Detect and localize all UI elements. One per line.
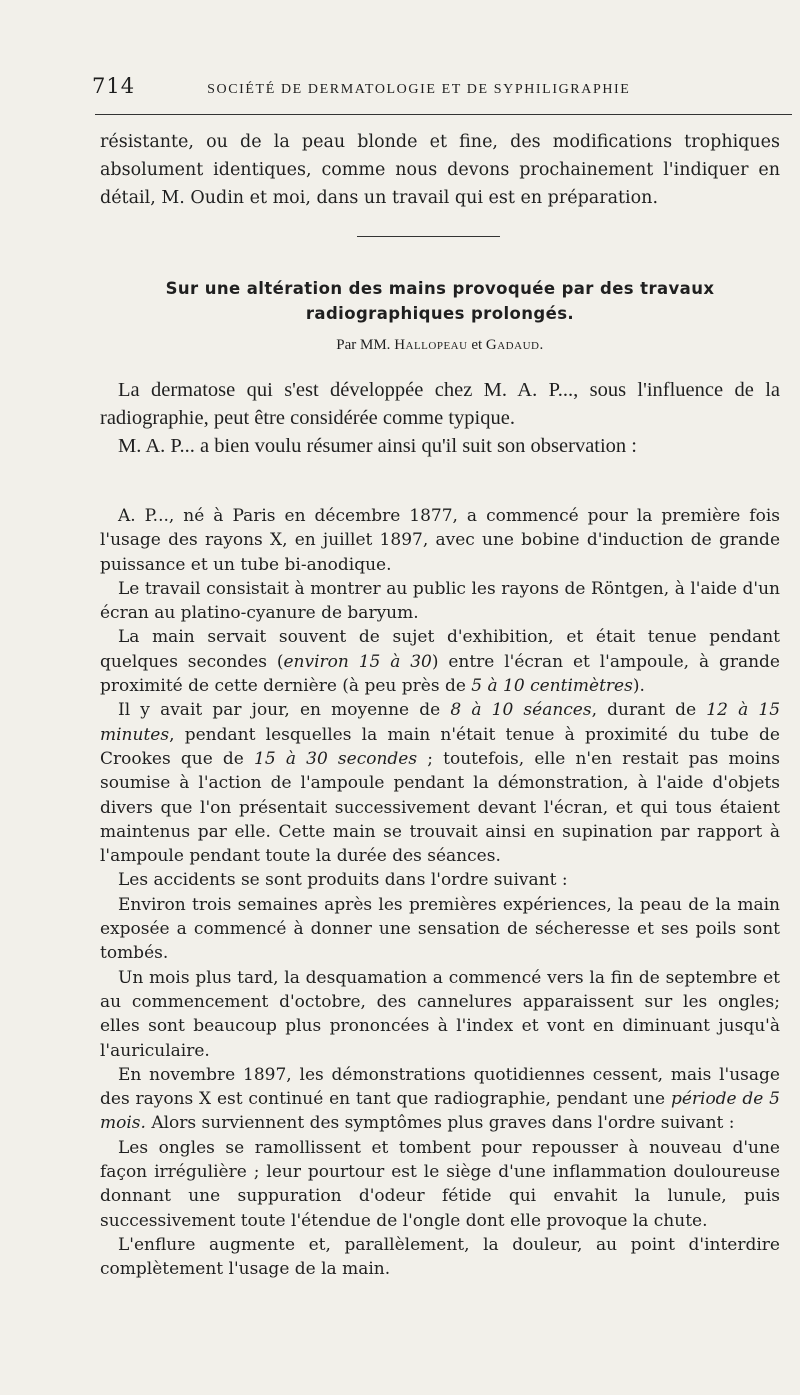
text-run: ). <box>632 676 645 697</box>
observation-paragraph-9: Les ongles se ramollissent et tombent pour repousser à nouveau d'une façon irrégulière ; leur pourtour est le siège d'une inflammation douloureuse donnant une suppuration d'odeur fétide qui envahit la lunule, puis successivement toute l'étendue de l'ongle dont elle provoque la chute. <box>100 1137 780 1231</box>
italic-run: 5 à 10 centimètres <box>471 676 633 697</box>
section-separator <box>357 236 500 237</box>
running-title: SOCIÉTÉ DE DERMATOLOGIE ET DE SYPHILIGRAPHIE <box>207 82 631 97</box>
observation-paragraph-7: Un mois plus tard, la desquamation a commencé vers la fin de septembre et au commencement d'octobre, des cannelures apparaissent sur les ongles; elles sont beaucoup plus prononcées à l'index et vont en diminuant jusqu'à l'auriculaire. <box>100 967 780 1061</box>
observation-paragraph-8 <box>100 1063 780 1136</box>
text-run: Alors surviennent des symptômes plus graves dans l'ordre suivant : <box>145 1113 735 1134</box>
author-hallopeau: Hallopeau <box>394 337 468 353</box>
observation-paragraph-1: A. P..., né à Paris en décembre 1877, a commencé pour la première fois l'usage des rayons X, en juillet 1897, avec une bobine d'induction de grande puissance et un tube bi-anodique. <box>100 506 780 575</box>
italic-run: 15 à 30 secondes <box>254 748 418 769</box>
italic-run: 12 à 15 minutes <box>100 700 781 745</box>
intro-paragraph-2: M. A. P... a bien voulu résumer ainsi qu'il suit son observation : <box>118 435 638 457</box>
text-run: , pendant lesquelles la main n'était tenue à proximité du tube de Crookes que de <box>100 724 780 769</box>
text-run: En novembre 1897, les démonstrations quotidiennes cessent, mais l'usage des rayons X est continué en tant que radiographie, pendant une <box>100 1064 780 1110</box>
page-header <box>92 74 792 98</box>
header-rule <box>95 114 792 115</box>
observation-paragraph-5: Les accidents se sont produits dans l'ordre suivant : <box>118 870 568 891</box>
observation-paragraph-6: Environ trois semaines après les premières expériences, la peau de la main exposée a commencé à donner une sensation de sécheresse et ses poils sont tombés. <box>100 894 780 964</box>
observation-paragraph-4 <box>100 698 780 868</box>
byline <box>100 337 780 354</box>
article-title <box>100 276 780 326</box>
observation-paragraph-10: L'enflure augmente et, parallèlement, la douleur, au point d'interdire complètement l'usage de la main. <box>100 1234 780 1280</box>
text-run: La main servait souvent de sujet d'exhibition, et était tenue pendant quelques secondes ( <box>100 627 780 672</box>
page-number: 714 <box>92 74 136 98</box>
observation-paragraph-3 <box>100 625 780 698</box>
italic-run: environ 15 à 30 <box>283 651 432 672</box>
intro-paragraph-1: La dermatose qui s'est développée chez M. A. P..., sous l'influence de la radiographie, peut être considérée comme typique. <box>100 379 780 429</box>
introduction <box>100 376 780 460</box>
text-run: Il y avait par jour, en moyenne de <box>118 700 451 721</box>
author-gadaud: Gadaud. <box>485 337 544 353</box>
continued-paragraph <box>100 128 780 212</box>
text-run: ) entre l'écran et l'ampoule, à grande proximité de cette dernière (à peu près de <box>100 651 780 697</box>
continued-text: résistante, ou de la peau blonde et fine, des modifications trophiques absolument identiques, comme nous devons prochainement l'indiquer en détail, M. Oudin et moi, dans un travail qui est en préparation. <box>100 132 780 208</box>
text-run: , durant de <box>591 700 707 721</box>
byline-and: et <box>471 337 483 353</box>
text-run: ; toutefois, elle n'en restait pas moins soumise à l'action de l'ampoule pendant la démonstration, à l'aide d'objets divers que l'on présentait successivement devant l'écran, et qui tous étaient maintenus par elle. Cette main se trouvait ainsi en supination par rapport à l'ampoule pendant toute la durée des séances. <box>100 748 780 867</box>
italic-run: 8 à 10 séances <box>450 700 592 721</box>
byline-prefix: Par MM. <box>336 337 391 353</box>
observation <box>100 504 780 1282</box>
italic-run: période de 5 mois. <box>100 1089 780 1134</box>
article-title-line-2: radiographiques prolongés. <box>305 304 575 323</box>
article-title-line-1: Sur une altération des mains provoquée par des travaux <box>165 279 715 298</box>
observation-paragraph-2: Le travail consistait à montrer au public les rayons de Röntgen, à l'aide d'un écran au platino-cyanure de baryum. <box>100 578 780 624</box>
